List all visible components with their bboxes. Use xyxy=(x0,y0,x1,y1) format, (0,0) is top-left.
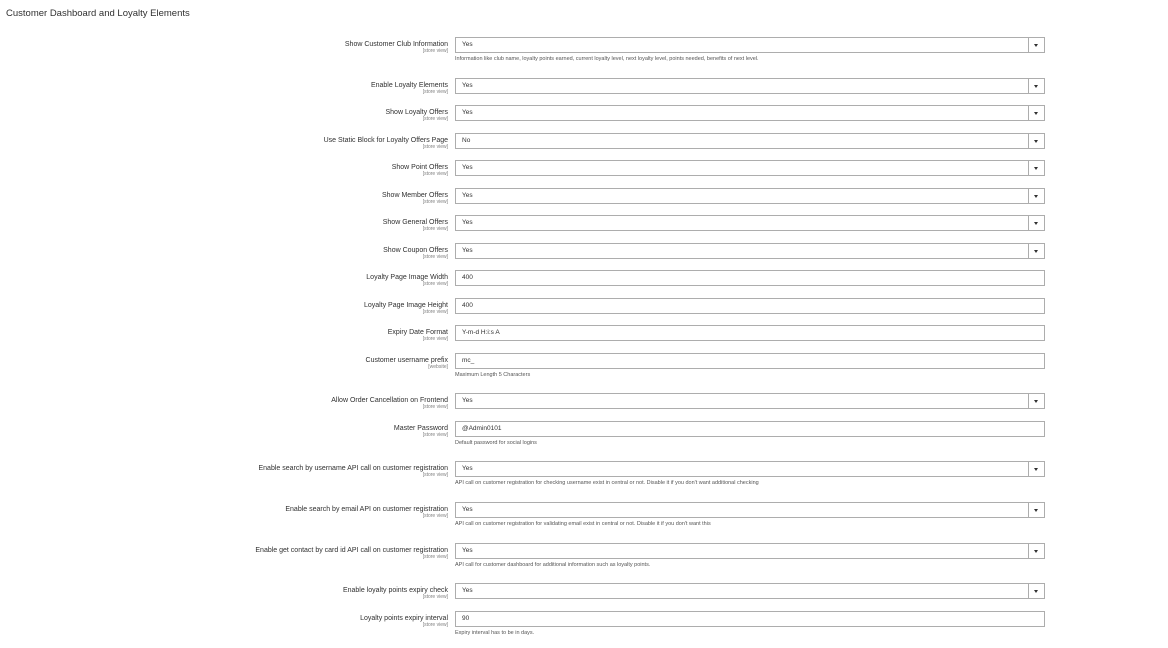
field-label: Loyalty Page Image Width xyxy=(366,274,448,281)
loyalty-points-expiry-check-select[interactable] xyxy=(455,583,1045,599)
enable-loyalty-elements-select[interactable] xyxy=(455,78,1045,94)
field-scope: [store view] xyxy=(422,254,448,260)
field-label: Enable search by username API call on customer registration xyxy=(258,465,448,472)
field-label: Enable search by email API on customer registration xyxy=(285,506,448,513)
select-value: Yes xyxy=(462,465,473,472)
show-coupon-offers-select[interactable] xyxy=(455,243,1045,259)
show-point-offers-select[interactable] xyxy=(455,160,1045,176)
select-value: Yes xyxy=(462,397,473,404)
chevron-down-icon xyxy=(1028,394,1044,408)
select-value: Yes xyxy=(462,547,473,554)
field-label: Master Password xyxy=(393,425,448,432)
field-scope: [store view] xyxy=(422,404,448,410)
select-value: Yes xyxy=(462,219,473,226)
chevron-down-icon xyxy=(1028,189,1044,203)
field-label: Enable loyalty points expiry check xyxy=(342,587,448,594)
select-value: Yes xyxy=(462,192,473,199)
field-scope: [store view] xyxy=(422,226,448,232)
master-password-input[interactable]: @Admin0101 xyxy=(455,421,1045,437)
section-title: Customer Dashboard and Loyalty Elements xyxy=(6,8,190,19)
chevron-down-icon xyxy=(1028,544,1044,558)
field-scope: [store view] xyxy=(422,336,448,342)
field-scope: [store view] xyxy=(422,554,448,560)
field-label: Allow Order Cancellation on Frontend xyxy=(331,397,448,404)
field-label: Show Customer Club Information xyxy=(344,41,448,48)
show-customer-club-information-select[interactable] xyxy=(455,37,1045,53)
chevron-down-icon xyxy=(1028,462,1044,476)
select-value: Yes xyxy=(462,109,473,116)
loyalty-page-image-height-input[interactable]: 400 xyxy=(455,298,1045,314)
search-by-username-api-select[interactable] xyxy=(455,461,1045,477)
field-label: Enable Loyalty Elements xyxy=(370,82,448,89)
select-value: Yes xyxy=(462,247,473,254)
chevron-down-icon xyxy=(1028,38,1044,52)
allow-order-cancellation-select[interactable] xyxy=(455,393,1045,409)
field-scope: [store view] xyxy=(422,513,448,519)
field-scope: [store view] xyxy=(422,594,448,600)
chevron-down-icon xyxy=(1028,216,1044,230)
field-note: API call on customer registration for checking username exist in central or not. Disable it if you don't want additional checking xyxy=(455,480,759,486)
field-label: Show Coupon Offers xyxy=(383,247,448,254)
loyalty-points-expiry-interval-input[interactable]: 90 xyxy=(455,611,1045,627)
chevron-down-icon xyxy=(1028,503,1044,517)
expiry-date-format-input[interactable]: Y-m-d H:i:s A xyxy=(455,325,1045,341)
field-label: Show General Offers xyxy=(382,219,448,226)
chevron-down-icon xyxy=(1028,134,1044,148)
field-label: Show Point Offers xyxy=(391,164,448,171)
show-loyalty-offers-select[interactable] xyxy=(455,105,1045,121)
field-note: Expiry interval has to be in days. xyxy=(455,630,535,636)
select-value: No xyxy=(462,137,471,144)
search-by-email-api-select[interactable] xyxy=(455,502,1045,518)
customer-username-prefix-input[interactable]: mc_ xyxy=(455,353,1045,369)
field-label: Loyalty points expiry interval xyxy=(360,615,448,622)
field-label: Use Static Block for Loyalty Offers Page xyxy=(323,137,448,144)
field-note: API call for customer dashboard for additional information such as loyalty points. xyxy=(455,562,651,568)
show-member-offers-select[interactable] xyxy=(455,188,1045,204)
field-scope: [store view] xyxy=(422,89,448,95)
chevron-down-icon xyxy=(1028,106,1044,120)
field-label: Customer username prefix xyxy=(365,357,448,364)
select-value: Yes xyxy=(462,164,473,171)
field-label: Loyalty Page Image Height xyxy=(363,302,448,309)
field-scope: [store view] xyxy=(422,309,448,315)
field-label: Show Member Offers xyxy=(381,192,448,199)
show-general-offers-select[interactable] xyxy=(455,215,1045,231)
field-scope: [store view] xyxy=(422,622,448,628)
field-scope: [store view] xyxy=(422,281,448,287)
select-value: Yes xyxy=(462,506,473,513)
chevron-down-icon xyxy=(1028,244,1044,258)
field-scope: [store view] xyxy=(422,432,448,438)
field-label: Enable get contact by card id API call on customer registration xyxy=(255,547,448,554)
field-note: API call on customer registration for validating email exist in central or not. Disable it if you don't want this xyxy=(455,521,711,527)
field-scope: [store view] xyxy=(422,48,448,54)
get-contact-by-card-id-api-select[interactable] xyxy=(455,543,1045,559)
chevron-down-icon xyxy=(1028,584,1044,598)
select-value: Yes xyxy=(462,82,473,89)
field-scope: [website] xyxy=(428,364,448,370)
field-scope: [store view] xyxy=(422,199,448,205)
field-scope: [store view] xyxy=(422,171,448,177)
use-static-block-select[interactable] xyxy=(455,133,1045,149)
field-scope: [store view] xyxy=(422,472,448,478)
field-note: Maximum Length 5 Characters xyxy=(455,372,531,378)
field-note: Default password for social logins xyxy=(455,440,537,446)
select-value: Yes xyxy=(462,41,473,48)
chevron-down-icon xyxy=(1028,79,1044,93)
field-note: Information like club name, loyalty points earned, current loyalty level, next loyalty level, points needed, benefits of next level. xyxy=(455,56,759,62)
field-label: Show Loyalty Offers xyxy=(385,109,448,116)
field-scope: [store view] xyxy=(422,116,448,122)
loyalty-page-image-width-input[interactable]: 400 xyxy=(455,270,1045,286)
chevron-down-icon xyxy=(1028,161,1044,175)
select-value: Yes xyxy=(462,587,473,594)
field-scope: [store view] xyxy=(422,144,448,150)
field-label: Expiry Date Format xyxy=(387,329,448,336)
